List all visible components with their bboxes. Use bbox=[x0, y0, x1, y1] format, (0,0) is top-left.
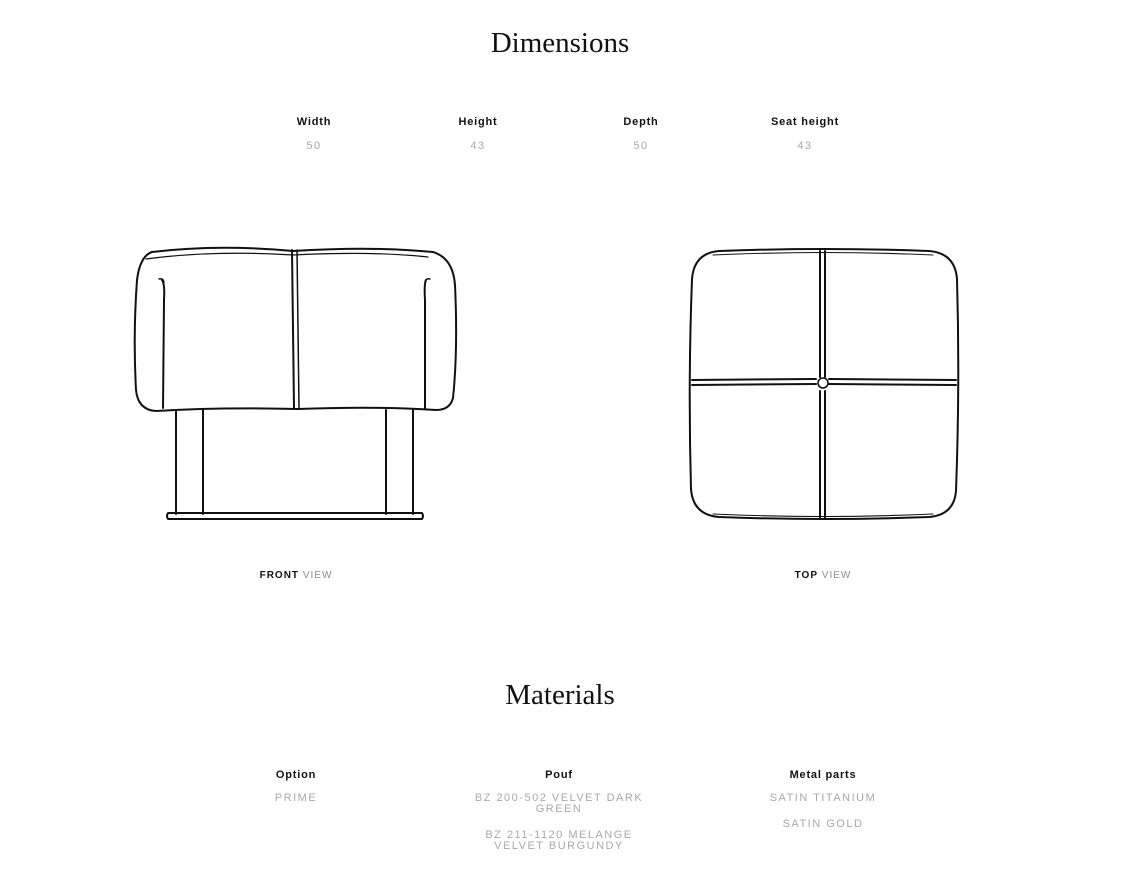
spec-value: 43 bbox=[470, 140, 486, 152]
material-value[interactable]: PRIME bbox=[274, 792, 318, 804]
dimensions-title: Dimensions bbox=[490, 27, 630, 59]
spec-label: Height bbox=[458, 116, 498, 128]
material-value[interactable]: SATIN TITANIUM bbox=[769, 792, 877, 804]
spec-width bbox=[297, 116, 331, 152]
material-label: Option bbox=[275, 769, 317, 781]
spec-height bbox=[458, 116, 497, 152]
material-value[interactable]: BZ 211-1120 MELANGE VELVET BURGUNDY bbox=[485, 829, 633, 852]
material-value[interactable]: BZ 200-502 VELVET DARK GREEN bbox=[474, 792, 644, 815]
materials-title: Materials bbox=[505, 679, 615, 711]
spec-value: 50 bbox=[306, 140, 322, 152]
material-value[interactable]: SATIN GOLD bbox=[782, 818, 864, 830]
spec-value: 43 bbox=[797, 140, 813, 152]
material-pouf bbox=[459, 769, 659, 867]
material-label: Pouf bbox=[545, 769, 573, 781]
top-view-drawing bbox=[683, 243, 963, 527]
front-view-drawing bbox=[128, 240, 468, 530]
material-label: Metal parts bbox=[789, 769, 857, 781]
material-metal-parts bbox=[733, 769, 913, 845]
front-view-caption bbox=[260, 570, 333, 581]
top-view-caption-light: VIEW bbox=[821, 570, 852, 581]
spec-depth bbox=[623, 116, 658, 152]
spec-label: Depth bbox=[623, 116, 659, 128]
top-view-caption bbox=[795, 570, 852, 581]
top-view-caption-strong: TOP bbox=[794, 570, 819, 581]
spec-label: Width bbox=[296, 116, 332, 128]
spec-seat-height bbox=[771, 116, 839, 152]
material-option bbox=[206, 769, 386, 819]
front-view-caption-light: VIEW bbox=[302, 570, 333, 581]
front-view-caption-strong: FRONT bbox=[259, 570, 300, 581]
spec-label: Seat height bbox=[770, 116, 840, 128]
spec-value: 50 bbox=[633, 140, 649, 152]
